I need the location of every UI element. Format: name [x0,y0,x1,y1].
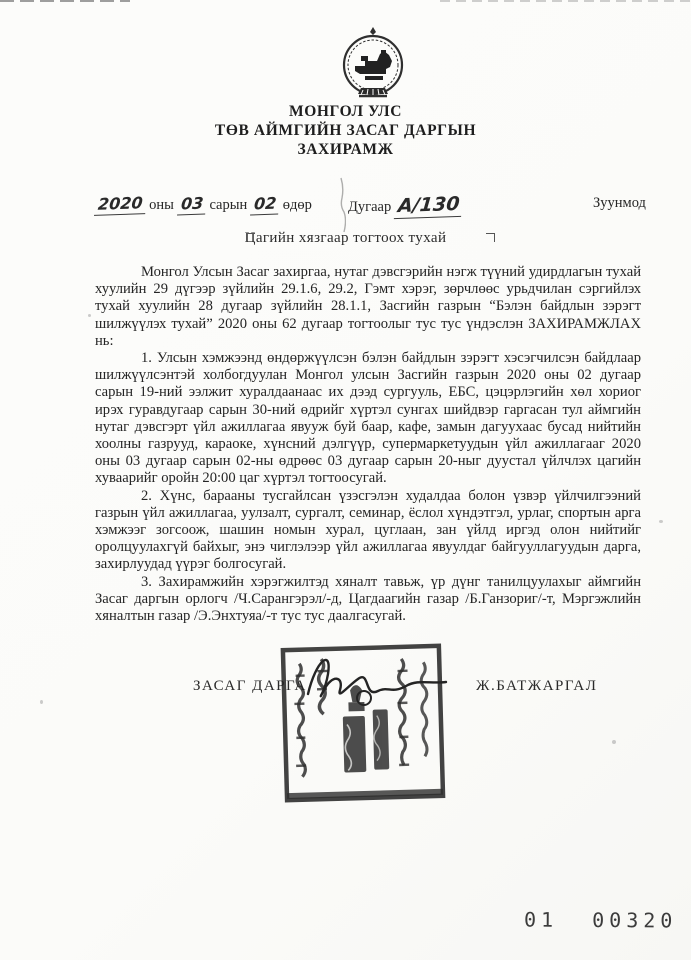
scan-speck [659,520,663,523]
scan-speck [40,700,43,704]
day-label: өдөр [282,197,312,213]
number-label: Дугаар [348,199,392,215]
clause-3: 3. Захирамжийн хэрэгжилтэд хяналт тавьж, үр дүнг танилцуулахыг аймгийн Засаг даргын орлогч /Ч.Сарангэрэл/-д, Цагдаагийн газар /Б.Ганзориг/-т, Мэргэжлийн хяналтын газар /Э.Энхтуяа/-т тус тус даалгасугай. [95,573,641,625]
corner-mark-left-icon [246,233,255,242]
handwritten-day: 02 [250,194,280,216]
scan-artifact-top-right [440,0,690,2]
scan-speck [88,314,91,317]
mongolia-state-emblem-icon [341,26,405,102]
handwritten-number: А/130 [394,193,464,219]
place-name: Зуунмод [593,195,646,211]
document-type: ЗАХИРАМЖ [297,141,394,158]
letterhead [0,102,691,159]
signature-scribble [288,646,478,712]
scan-artifact-top-left [0,0,130,2]
signer-name: Ж.БАТЖАРГАЛ [476,678,598,694]
document-number [348,194,462,218]
country-name: МОНГОЛ УЛС [288,103,402,120]
title-row [0,230,691,247]
date-line [95,194,312,215]
registration-code: 01 00320 [523,907,678,933]
clause-2: 2. Хүнс, барааны тусгайлсан үзэсгэлэн худалдаа болон үзвэр үйлчилгээний газрын үйл ажиллагаа, уулзалт, сургалт, семинар, ёслол хүндэтгэл, урлаг, спортын арга хэмжээг зогсоож, шашин номын хурал, цуглаан, зан үйлд иргэд олон нийтийг оролцуулахгүй байхыг, энэ чиглэлээр үйл ажиллагаа явуулдаг байгууллагуудын дарга, захирлуудад үүрэг болгосугай. [95,487,641,573]
signer-role: ЗАСАГ ДАРГА [193,678,307,694]
month-label: сарын [209,197,248,213]
document-title: Цагийн хязгаар тогтоох тухай [244,230,447,246]
handwritten-year: 2020 [94,193,147,216]
corner-mark-right-icon [486,233,495,242]
preamble-paragraph: Монгол Улсын Засаг захиргаа, нутаг дэвсгэрийн нэгж түүний удирдлагын тухай хуулийн 29 дүгээр зүйлийн 29.1.6, 29.2, Гэмт хэрэг, зөрчлөөс урьдчилан сэргийлэх тухай хуулийн 28 дугаар зүйлийн 28.1.1, Засгийн газрын “Бэлэн байдлын зэрэгт шилжүүлэх тухай” 2020 оны 62 дугаар тогтоолыг тус тус үндэслэн ЗАХИРАМЖЛАХ нь: [95,264,641,349]
decree-body [95,264,641,625]
year-label: оны [149,197,174,213]
scan-speck [612,740,616,744]
pen-smudge-artifact [336,176,346,234]
handwritten-month: 03 [177,194,207,216]
clause-1: 1. Улсын хэмжээнд өндөржүүлсэн бэлэн байдлын зэрэгт хэсэгчилсэн байдлаар шилжүүлсэнтэй холбогдуулан Монгол улсын Засгийн газрын 2020 оны 02 дугаар сарын 19-ний ээлжит хуралдаанаас их дээд сургууль, ЕБС, цэцэрлэгийн хөл хориог ирэх гуравдугаар сарын 30-ний өдрийг хүртэл сунгах шийдвэр гаргасан тул аймгийн нутаг дэвсгэрт үйл ажиллагаа явууж буй баар, кафе, замын дагуухаас бусад нийтийн хоолны газрууд, караоке, хүнсний дэлгүүр, супермаркетуудын үйл ажиллагааг 2020 оны 03 дугаар сарын 02-ны өдрөөс 03 дугаар сарын 20-ныг дуустал үйлчлэх цагийн хуваарийг оройн 20:00 цаг хүртэл тогтоосугай. [95,350,641,487]
authority-name: ТӨВ АЙМГИЙН ЗАСАГ ДАРГЫН [214,122,477,139]
